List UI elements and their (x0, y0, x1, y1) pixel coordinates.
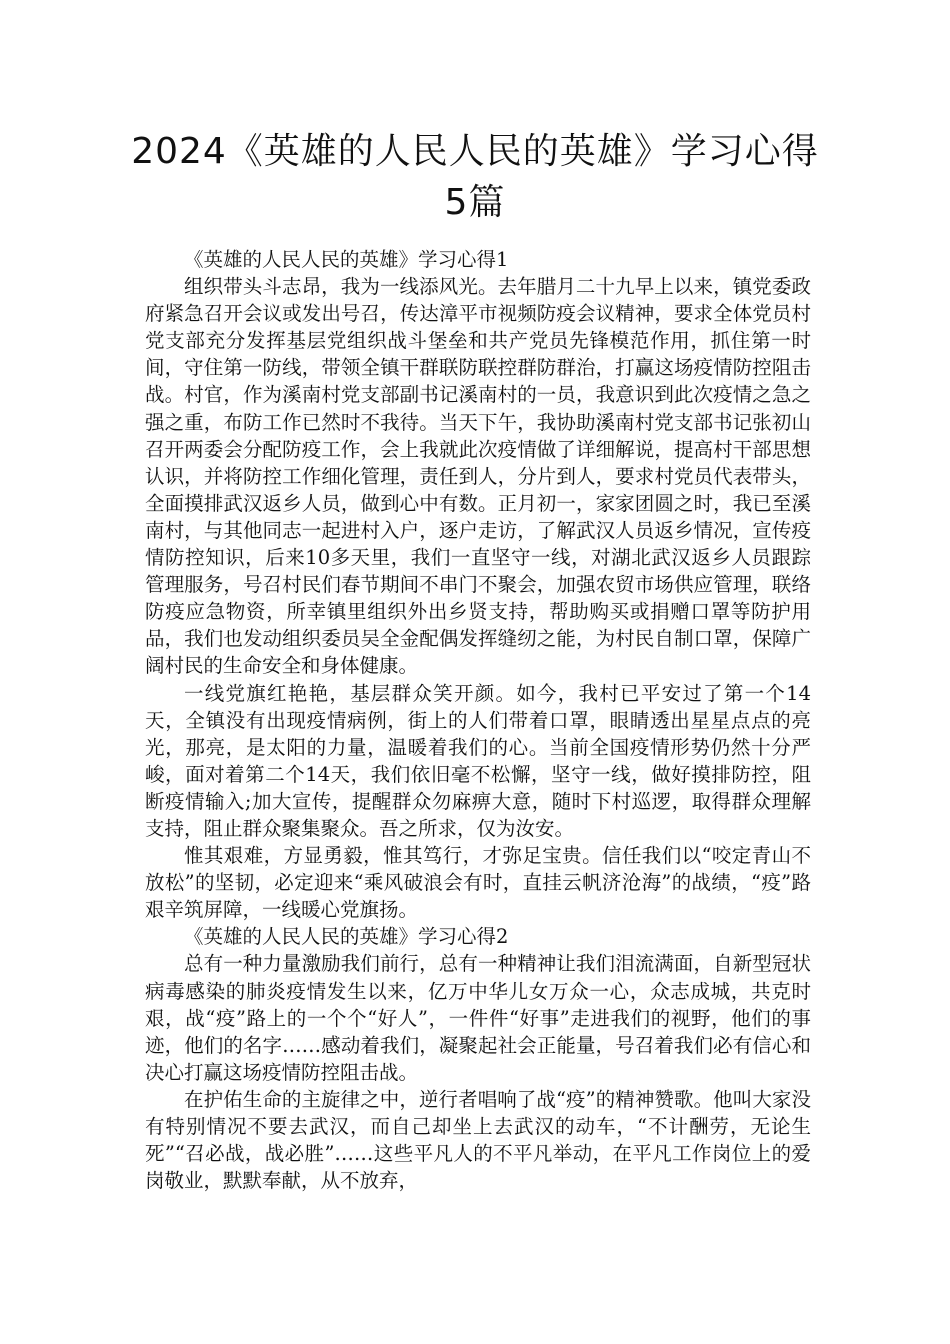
section-heading-2: 《英雄的人民人民的英雄》学习心得2 (184, 925, 509, 949)
paragraph: 在护佑生命的主旋律之中，逆行者唱响了战“疫”的精神赞歌。他叫大家没有特别情况不要去武汉，而自己却坐上去武汉的动车，“不计酬劳，无论生死”“召必战，战必胜”……这些平凡人的不平凡举动，在平凡工作岗位上的爱岗敬业，默默奉献，从不放弃， (145, 1087, 811, 1193)
document-title: 2024《英雄的人民人民的英雄》学习心得5篇 (131, 131, 819, 223)
paragraph: 一线党旗红艳艳，基层群众笑开颜。如今，我村已平安过了第一个14天，全镇没有出现疫情病例，街上的人们带着口罩，眼睛透出星星点点的亮光，那亮，是太阳的力量，温暖着我们的心。当前全国疫情形势仍然十分严峻，面对着第二个14天，我们依旧毫不松懈，坚守一线，做好摸排防控，阻断疫情输入;加大宣传，提醒群众勿麻痹大意，随时下村巡逻，取得群众理解支持，阻止群众聚集聚众。吾之所求，仅为汝安。 (145, 681, 811, 840)
paragraph: 总有一种力量激励我们前行，总有一种精神让我们泪流满面，自新型冠状病毒感染的肺炎疫情发生以来，亿万中华儿女万众一心，众志成城，共克时艰，战“疫”路上的一个个“好人”，一件件“好事”走进我们的视野，他们的事迹，他们的名字……感动着我们，凝聚起社会正能量，号召着我们必有信心和决心打赢这场疫情防控阻击战。 (145, 952, 811, 1084)
paragraph: 组织带头斗志昂，我为一线添风光。去年腊月二十九早上以来，镇党委政府紧急召开会议或发出号召，传达漳平市视频防疫会议精神，要求全体党员村党支部充分发挥基层党组织战斗堡垒和共产党员先锋模范作用，抓住第一时间，守住第一防线，带领全镇干群联防联控群防群治，打赢这场疫情防控阻击战。村官，作为溪南村党支部副书记溪南村的一员，我意识到此次疫情之急之强之重，布防工作已然时不我待。当天下午，我协助溪南村党支部书记张初山召开两委会分配防疫工作，会上我就此次疫情做了详细解说，提高村干部思想认识，并将防控工作细化管理，责任到人，分片到人，要求村党员代表带头，全面摸排武汉返乡人员，做到心中有数。正月初一，家家团圆之时，我已至溪南村，与其他同志一起进村入户，逐户走访，了解武汉人员返乡情况，宣传疫情防控知识，后来10多天里，我们一直坚守一线，对湖北武汉返乡人员跟踪管理服务，号召村民们春节期间不串门不聚会，加强农贸市场供应管理，联络防疫应急物资，所幸镇里组织外出乡贤支持，帮助购买或捐赠口罩等防护用品，我们也发动组织委员吴全金配偶发挥缝纫之能，为村民自制口罩，保障广阔村民的生命安全和身体健康。 (145, 275, 811, 678)
document-body (145, 246, 811, 1194)
paragraph: 惟其艰难，方显勇毅，惟其笃行，才弥足宝贵。信任我们以“咬定青山不放松”的坚韧，必定迎来“乘风破浪会有时，直挂云帆济沧海”的战绩，“疫”路艰辛筑屏障，一线暖心党旗扬。 (145, 844, 811, 922)
section-heading-1: 《英雄的人民人民的英雄》学习心得1 (184, 248, 509, 271)
